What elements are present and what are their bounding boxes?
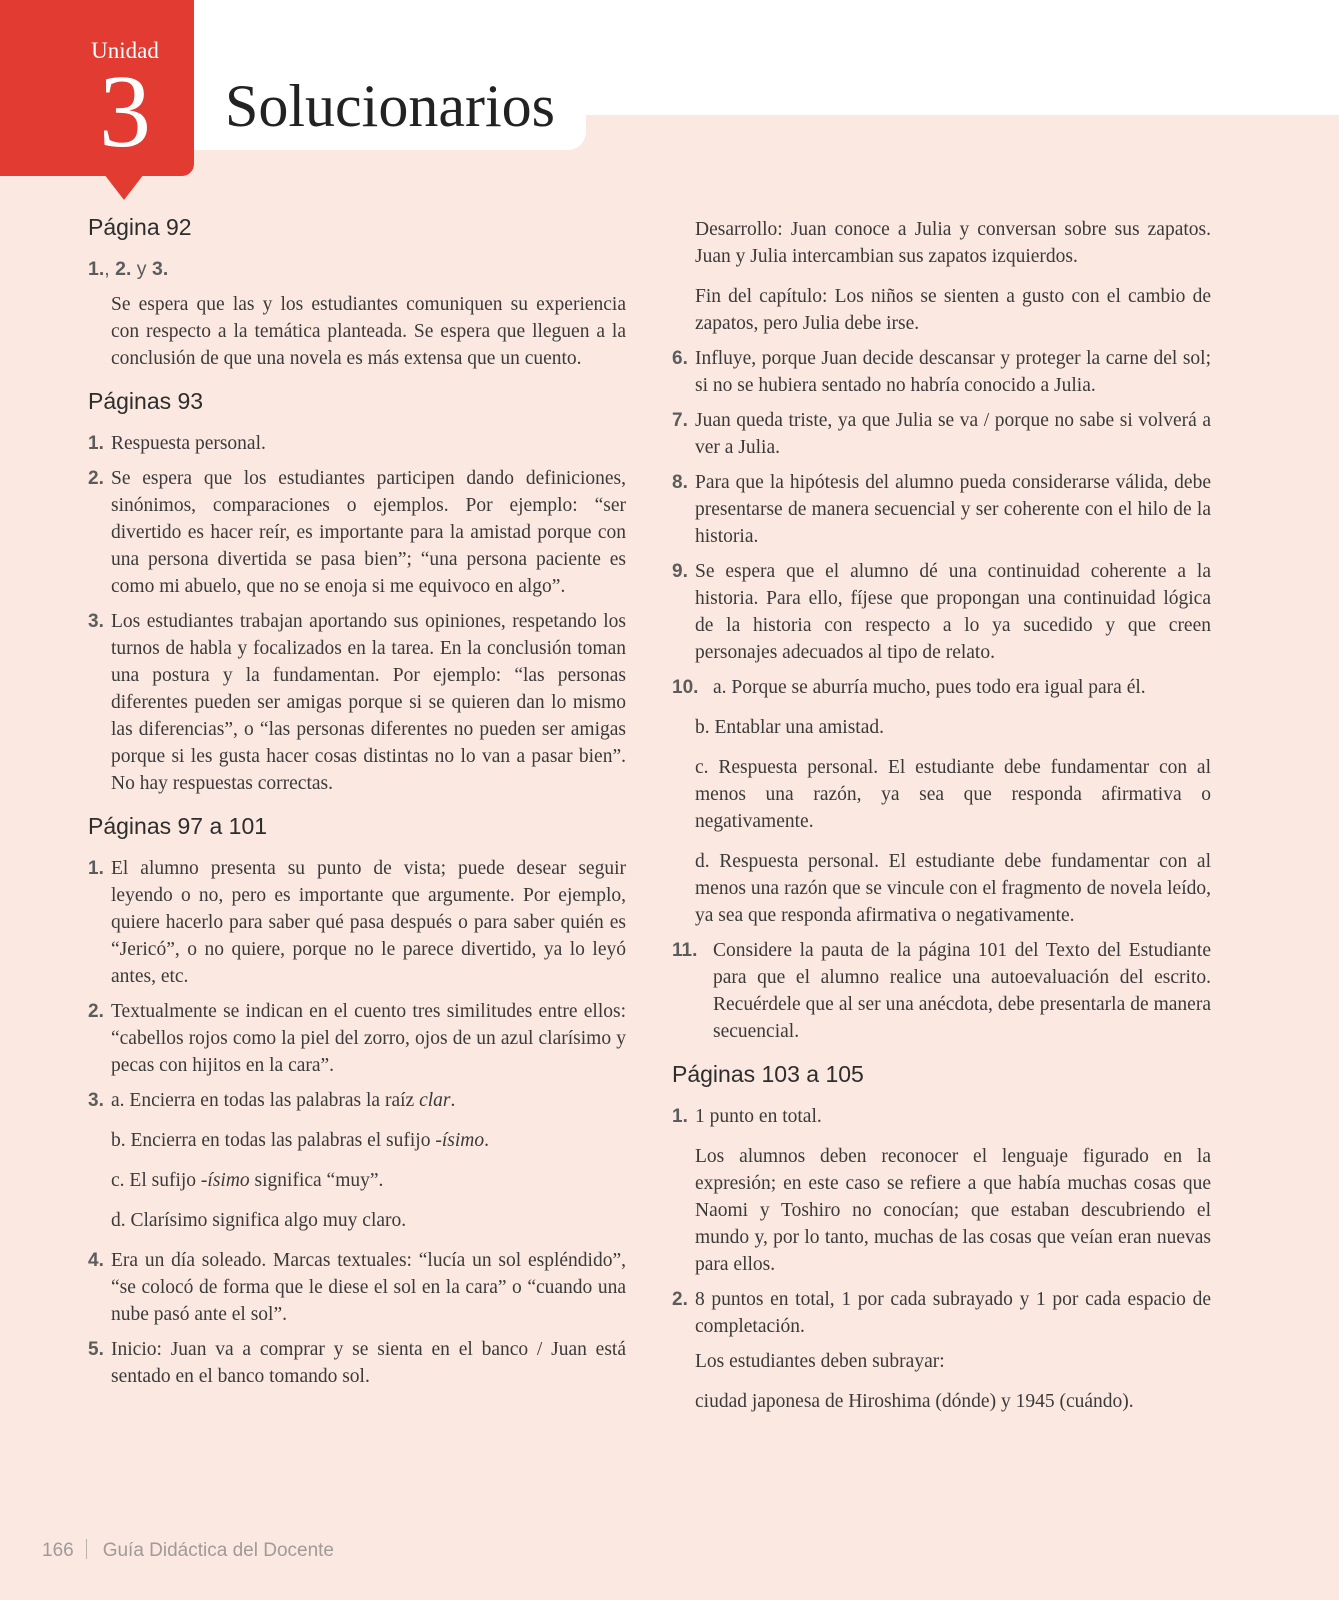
continued-answer: Desarrollo: Juan conoce a Julia y conversan sobre sus zapatos. Juan y Julia intercambian sus zapatos izquierdos. [695,219,1211,267]
answer-item [88,998,626,1079]
item-number: 7. [672,410,688,431]
item-number: 3. [88,611,104,632]
answer-item [88,608,626,797]
item-number: 2. [88,468,104,489]
item-text: Era un día soleado. Marcas textuales: “lucía un sol espléndido”, “se colocó de forma que le diese el sol en la cara” o “cuando una nube pasó ante el sol”. [111,1250,626,1325]
item-text: c. El sufijo [111,1170,201,1191]
num-sep: y [131,258,152,280]
sub-answer [88,1167,626,1194]
section-heading-p103-105: Páginas 103 a 105 [672,1061,864,1087]
item-text: Se espera que el alumno dé una continuidad coherente a la historia. Para ello, fíjese que propongan una continuidad lógica de la historia con respecto a lo ya sucedido y que creen personajes adecuados al tipo de relato. [695,561,1211,663]
item-text: a. Encierra en todas las palabras la raíz [111,1090,420,1111]
num-sep: , [104,258,116,280]
item-number: 5. [88,1339,104,1360]
answer-item [672,1103,1211,1130]
num-2: 2. [115,258,132,280]
sub-answer: b. Entablar una amistad. [695,717,884,738]
item-text: significa “muy”. [249,1170,384,1191]
item-text: . [450,1090,456,1111]
answer-item [672,937,1211,1045]
answer-item [672,674,1211,701]
section-heading-p97-101: Páginas 97 a 101 [88,813,268,839]
left-column [88,212,626,1398]
num-1: 1. [88,258,105,280]
item-emphasis: clar [419,1090,451,1111]
answer-item [88,1087,626,1114]
item-number: 11. [672,940,698,961]
item-text: Influye, porque Juan decide descansar y proteger la carne del sol; si no se hubiera sentado no habría conocido a Julia. [695,348,1211,396]
item-text: Para que la hipótesis del alumno pueda considerarse válida, debe presentarse de manera secuencial y ser coherente con el hilo de la historia. [695,472,1211,547]
item-emphasis: -ísimo [435,1130,485,1151]
continued-answer: Fin del capítulo: Los niños se sienten a gusto con el cambio de zapatos, pero Julia debe irse. [695,286,1211,334]
book-title: Guía Didáctica del Docente [102,1540,334,1561]
sub-answer: ciudad japonesa de Hiroshima (dónde) y 1945 (cuándo). [695,1391,1134,1412]
answer-item [672,469,1211,550]
sub-answer: c. Respuesta personal. El estudiante debe fundamentar con al menos una razón, ya sea que responda afirmativa o negativamente. [695,757,1211,832]
answer-text: Se espera que las y los estudiantes comuniquen su experiencia con respecto a la temática planteada. Se espera que lleguen a la conclusión de que una novela es más extensa que un cuento. [111,294,626,369]
item-text: Considere la pauta de la página 101 del Texto del Estudiante para que el alumno realice una autoevaluación del escrito. Recuérdele que al ser una anécdota, debe presentarla de manera secuencial. [713,940,1211,1042]
page-number: 166 [42,1540,74,1561]
item-number: 1. [88,858,104,879]
answer-item [672,407,1211,461]
sub-answer: Los alumnos deben reconocer el lenguaje figurado en la expresión; en este caso se refiere a que había muchas cosas que Naomi y Toshiro no conocían; que estaban descubriendo el mundo y, por lo tanto, muchas de las cosas que veían eran nuevas para ellos. [695,1146,1211,1275]
item-number: 1. [672,1106,688,1127]
item-text: Se espera que los estudiantes participen dando definiciones, sinónimos, comparaciones o ejemplos. Por ejemplo: “ser divertido es hacer reír, es importante para la amistad porque con una persona divertida se pasa bien”; “una persona paciente es como mi abuelo, que no se enoja si me equivoco en algo”. [111,468,626,597]
item-number: 1. [88,433,104,454]
answer-item [672,558,1211,666]
right-column [672,216,1211,1428]
answer-item [88,855,626,990]
item-number: 9. [672,561,688,582]
item-emphasis: -ísimo [200,1170,250,1191]
footer-divider [86,1539,87,1559]
item-text: Textualmente se indican en el cuento tres similitudes entre ellos: “cabellos rojos como la piel del zorro, ojos de un azul clarísimo y pecas con hijitos en la cara”. [111,1001,626,1076]
item-number: 6. [672,348,688,369]
answer-item [672,345,1211,399]
sub-answer [88,1127,626,1154]
item-text: 1 punto en total. [695,1106,822,1127]
item-text: El alumno presenta su punto de vista; puede desear seguir leyendo o no, pero es importante que argumente. Por ejemplo, quiere hacerlo para saber qué pasa después o para saber quién es “Jericó”, o no quiere, porque no le parece divertido, ya lo leyó antes, etc. [111,858,626,987]
unit-label: Unidad [91,38,159,63]
item-text: b. Encierra en todas las palabras el sufijo [111,1130,436,1151]
item-text: . [484,1130,489,1151]
num-3: 3. [151,258,169,280]
answer-item [88,430,626,457]
unit-badge-pointer [104,174,144,200]
answer-item [88,465,626,600]
item-number: 10. [672,677,699,698]
item-number: 4. [88,1250,104,1271]
item-text: Respuesta personal. [111,433,266,454]
item-number: 8. [672,472,688,493]
item-number: 2. [672,1289,688,1310]
item-text: Inicio: Juan va a comprar y se sienta en el banco / Juan está sentado en el banco tomando sol. [111,1339,626,1387]
question-numbers-1-2-3 [88,256,626,283]
answer-item [672,1286,1211,1340]
section-heading-p93: Páginas 93 [88,388,204,414]
unit-number: 3 [99,54,151,169]
item-text: a. Porque se aburría mucho, pues todo era igual para él. [713,677,1146,698]
sub-answer: Los estudiantes deben subrayar: [695,1351,945,1372]
answer-item [88,1247,626,1328]
sub-answer: d. Respuesta personal. El estudiante debe fundamentar con al menos una razón que se vincule con el fragmento de novela leído, ya sea que responda afirmativa o negativamente. [695,851,1211,926]
item-text: Los estudiantes trabajan aportando sus opiniones, respetando los turnos de habla y focalizados en la tarea. En la conclusión toman una postura y la fundamentan. Por ejemplo: “las personas diferentes pueden ser amigas porque si se quieren dan lo mismo las diferencias”, o “las personas diferentes no pueden ser amigas porque si les gusta hacer cosas distintas no lo van a pasar bien”. No hay respuestas correctas. [111,611,626,794]
item-number: 2. [88,1001,104,1022]
page-title: Solucionarios [225,73,555,139]
sub-answer: d. Clarísimo significa algo muy claro. [111,1210,407,1231]
section-heading-p92: Página 92 [88,214,192,240]
page-footer [42,1539,334,1562]
item-text: 8 puntos en total, 1 por cada subrayado y 1 por cada espacio de completación. [695,1289,1211,1337]
answer-item [88,1336,626,1390]
item-text: Juan queda triste, ya que Julia se va / porque no sabe si volverá a ver a Julia. [695,410,1211,458]
item-number: 3. [88,1090,104,1111]
